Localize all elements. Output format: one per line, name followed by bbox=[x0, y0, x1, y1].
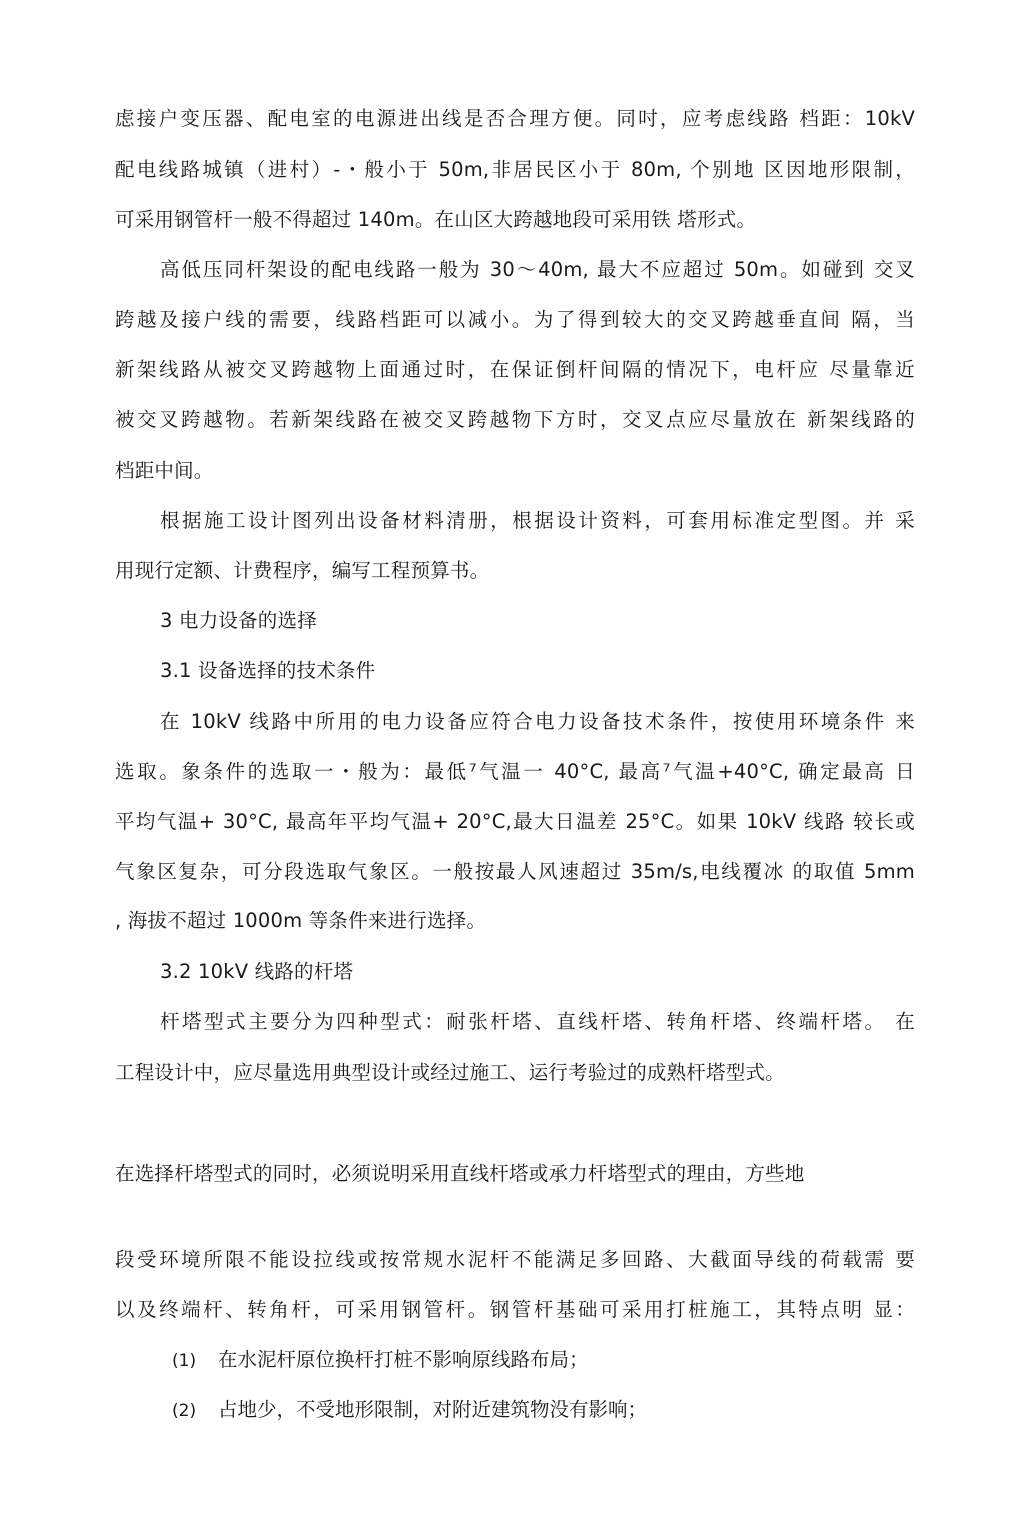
text-line: 用现行定额、计费程序，编写工程预算书。 bbox=[115, 559, 490, 582]
text-line: 档距中间。 bbox=[115, 459, 214, 482]
text-line: 跨越及接户线的需要，线路档距可以减小。为了得到较大的交叉跨越垂直间 隔，当 bbox=[115, 308, 915, 331]
text-line: 工程设计中，应尽量选用典型设计或经过施工、运行考验过的成熟杆塔型式。 bbox=[115, 1061, 785, 1084]
paragraph-first-line: 高低压同杆架设的配电线路一般为 30～40m, 最大不应超过 50m。如碰到 交叉 bbox=[160, 258, 915, 281]
list-item-text: 在水泥杆原位换杆打桩不影响原线路布局； bbox=[218, 1348, 589, 1371]
text-line: 配电线路城镇（进村）-・般小于 50m,非居民区小于 80m, 个别地 区因地形限制， bbox=[115, 158, 915, 181]
text-line: 以及终端杆、转角杆，可采用钢管杆。钢管杆基础可采用打桩施工，其特点明 显： bbox=[115, 1298, 915, 1321]
paragraph-first-line: 杆塔型式主要分为四种型式：耐张杆塔、直线杆塔、转角杆塔、终端杆塔。 在 bbox=[160, 1010, 915, 1033]
section-heading: 3 电力设备的选择 bbox=[160, 609, 317, 632]
list-item-number: (1) bbox=[172, 1351, 197, 1371]
paragraph-first-line: 在 10kV 线路中所用的电力设备应符合电力设备技术条件，按使用环境条件 来 bbox=[160, 710, 915, 733]
list-item-number: (2) bbox=[172, 1401, 197, 1421]
text-line: 选取。象条件的选取一・般为：最低⁷气温一 40°C, 最高⁷气温+40°C, 确定最高 日 bbox=[115, 760, 915, 783]
subsection-heading: 3.2 10kV 线路的杆塔 bbox=[160, 960, 354, 983]
text-line: 被交叉跨越物。若新架线路在被交叉跨越物下方时，交叉点应尽量放在 新架线路的 bbox=[115, 408, 915, 431]
text-line: 新架线路从被交叉跨越物上面通过时，在保证倒杆间隔的情况下，电杆应 尽量靠近 bbox=[115, 358, 915, 381]
text-line: 可采用钢管杆一般不得超过 140m。在山区大跨越地段可采用铁 塔形式。 bbox=[115, 208, 757, 231]
subsection-heading: 3.1 设备选择的技术条件 bbox=[160, 659, 376, 682]
list-item-text: 占地少，不受地形限制，对附近建筑物没有影响； bbox=[218, 1398, 648, 1421]
paragraph-first-line: 根据施工设计图列出设备材料清册，根据设计资料，可套用标准定型图。并 采 bbox=[160, 509, 915, 532]
text-line: 虑接户变压器、配电室的电源进出线是否合理方便。同吋，应考虑线路 档距：10kV bbox=[115, 107, 915, 130]
text-line: , 海拔不超过 1000m 等条件来进行选择。 bbox=[115, 909, 487, 932]
text-line: 气象区复杂，可分段选取气象区。一般按最人风速超过 35m/s,电线覆冰 的取值 5mm bbox=[115, 860, 915, 883]
text-line: 在选择杆塔型式的同时，必须说明采用直线杆塔或承力杆塔型式的理由，方些地 bbox=[115, 1162, 805, 1185]
text-line: 平均气温+ 30°C, 最高年平均气温+ 20°C,最大日温差 25°C。如果 10kV 线路 较长或 bbox=[115, 810, 915, 833]
text-line: 段受环境所限不能设拉线或按常规水泥杆不能满足多回路、大截面导线的荷载需 要 bbox=[115, 1248, 915, 1271]
